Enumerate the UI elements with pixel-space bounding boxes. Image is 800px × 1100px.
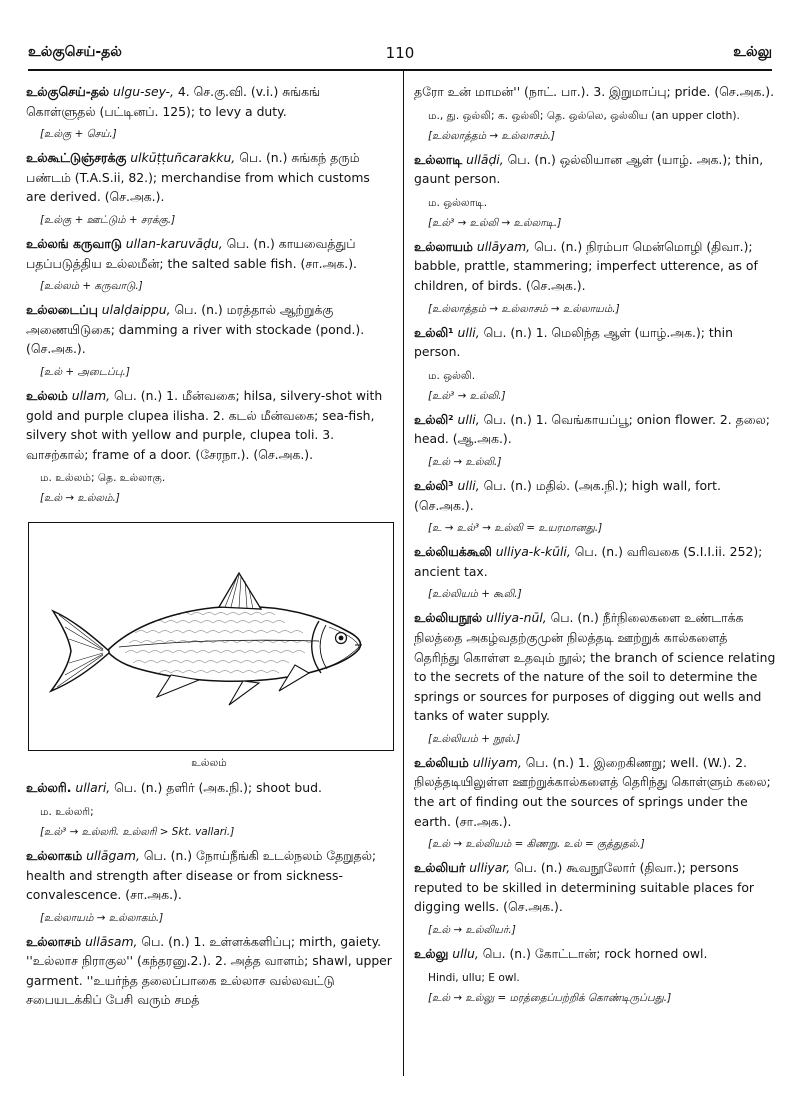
definition: பெ. (n.) வரிவகை (S.I.I.ii. 252); ancient tax.: [414, 544, 763, 579]
etymology-note: [உல்கு + செய்.]: [40, 128, 117, 141]
definition: பெ. (n.) 1. மீன்வகை; hilsa, silvery-shot with gold and purple clupea ilisha. 2. கடல் மீன்வகை; sea-fish, silvery shot with yellow and purple, clupea toli. 3. வாசற்கால்; frame of a door. (சேரநா.). (செ.அக.).: [26, 387, 383, 462]
headword: உல்லியக்கூலி: [414, 544, 492, 560]
etymology-note: [உல்லாயம் → உல்லாகம்.]: [40, 911, 164, 924]
etymology-note: [உல்லாத்தம் → உல்லாசம் → உல்லாயம்.]: [428, 302, 620, 315]
etymology-note: [உல்³ → உல்லி → உல்லாடி.]: [428, 216, 562, 229]
transliteration: ulliya-k-kūli,: [495, 544, 571, 560]
etymology-note: [உல்லியம் + கூலி.]: [428, 588, 522, 601]
dictionary-entry: [414, 858, 776, 917]
headword: உல்லாகம்: [26, 847, 83, 863]
transliteration: ullam,: [71, 387, 111, 403]
cognates: ம., து. ஒல்லி; க. ஒல்லி; தெ. ஒல்லெ, ஒல்லிய (an upper cloth).: [428, 109, 740, 122]
etymology-note: [உல் + அடைப்பு.]: [40, 365, 130, 378]
dictionary-entry: [414, 476, 776, 515]
cognates: Hindi, ullu; E owl.: [428, 971, 520, 984]
etymology-note: [உல்லாத்தம் → உல்லாசம்.]: [428, 129, 555, 142]
definition: பெ. (n.) நிரம்பா மென்மொழி (திவா.); babble, prattle, stammering; imperfect utterence, as of children, of birds. (செ.அக.).: [414, 238, 758, 293]
definition: பெ. (n.) கூவநூலோர் (திவா.); persons reputed to be skilled in determining suitable places for digging wells. (செ.அக.).: [414, 860, 755, 915]
dictionary-entry: [26, 778, 392, 798]
transliteration: ulliyar,: [469, 860, 511, 876]
transliteration: ulkūṭṭuñcarakku,: [130, 150, 236, 166]
left-entries-after: [26, 778, 392, 1010]
etymology-note: [உல்³ → உல்லி.]: [428, 389, 506, 402]
running-head-right: உல்லு: [733, 44, 772, 60]
definition: பெ. (n.) 1. மெலிந்த ஆள் (யாழ்.அக.); thin person.: [414, 324, 733, 360]
headword: உல்லியம்: [414, 754, 469, 770]
definition: பெ. (n.) 1. இறைகிணறு; well. (W.). 2. நிலத்தடியிலுள்ள ஊற்றுக்கால்களைத் தெரிந்து கொள்ளும் கலை; the art of finding out the sources of springs under the earth. (சா.அக.).: [414, 754, 771, 829]
dictionary-entry: [414, 323, 776, 362]
cognates: ம. உல்லரி;: [40, 805, 94, 818]
dictionary-entry: [414, 608, 776, 726]
transliteration: ulgu-sey-,: [113, 84, 174, 99]
dictionary-entry: [414, 944, 776, 964]
fish-illustration: [28, 522, 394, 751]
definition: பெ. (n.) சுங்கந் தரும் பண்டம் (T.A.S.ii, 82.); merchandise from which customs are derived. (செ.அக.).: [26, 150, 370, 205]
headword: உல்லி¹: [414, 324, 454, 340]
definition: பெ. (n.) மரத்தால் ஆற்றுக்கு அணையிடுகை; damming a river with stockade (pond.). (செ.அக.).: [26, 302, 365, 357]
definition: பெ. (n.) 1. வெங்காயப்பூ; onion flower. 2. தலை; head. (ஆ.அக.).: [414, 411, 770, 447]
page-header: [28, 44, 772, 68]
left-entries: [26, 82, 392, 506]
transliteration: ulalḍaippu,: [101, 302, 171, 318]
running-head-left: உல்குசெய்-தல்: [28, 44, 122, 60]
headword: உல்லாசம்: [26, 933, 82, 949]
transliteration: ullan-karuvāḍu,: [125, 235, 223, 251]
etymology-note: [உல் → உல்லியர்.]: [428, 924, 516, 937]
headword: உல்லி³: [414, 477, 454, 493]
etymology-note: [உல்கு + ஊட்டும் + சரக்கு.]: [40, 213, 176, 226]
fish-icon: [29, 523, 393, 750]
transliteration: ulliyam,: [472, 754, 522, 770]
dictionary-entry: [26, 846, 392, 905]
header-rule: [28, 69, 772, 71]
etymology-note: [உ → உல்³ → உல்லி = உயரமானது.]: [428, 522, 603, 535]
headword: உல்லம்: [26, 387, 68, 403]
right-entries: [414, 82, 776, 1006]
definition: பெ. (n.) நோய்நீங்கி உடல்நலம் தேறுதல்; health and strength after disease or from sickness- convalescence. (சா.அக.).: [26, 847, 377, 903]
etymology-note: [உல் → உல்லியம் = கிணறு. உல் = குத்துதல்.]: [428, 838, 645, 851]
transliteration: ullāyam,: [476, 238, 531, 254]
dictionary-entry: [414, 82, 776, 102]
transliteration: ulli,: [457, 324, 480, 340]
dictionary-entry: [26, 148, 392, 207]
headword: உல்லாடி: [414, 151, 463, 167]
transliteration: ullāgam,: [86, 847, 140, 863]
dictionary-entry: [26, 82, 392, 121]
headword: உல்குசெய்-தல்: [26, 84, 110, 99]
dictionary-entry: [26, 386, 392, 464]
etymology-note: [உல்³ → உல்லரி. உல்லரி > Skt. vallari.]: [40, 825, 235, 838]
etymology-note: [உல்லம் + கருவாடு.]: [40, 280, 143, 293]
dictionary-entry: [26, 234, 392, 273]
transliteration: ulli,: [457, 477, 480, 493]
dictionary-entry: [26, 300, 392, 359]
transliteration: ullāsam,: [85, 933, 138, 949]
transliteration: ulliya-nūl,: [486, 610, 547, 626]
dictionary-entry: [414, 150, 776, 189]
etymology-note: [உல் → உல்லி.]: [428, 455, 502, 468]
definition: பெ. (n.) 1. உள்ளக்களிப்பு; mirth, gaiety. ''உல்லாச நிராகுல'' (கந்தரனு.2.). 2. அத்த வாளம்; shawl, upper garment. ''உயர்ந்த தலைப்பாகை உல்லாச வல்லவட்டு சபையடக்கிப் பேசி வரும் சமத்: [26, 933, 392, 1008]
headword: உல்லியநூல்: [414, 610, 483, 626]
right-column: [414, 82, 776, 1012]
headword: உல்லி²: [414, 411, 454, 427]
etymology-note: [உல் → உல்லம்.]: [40, 492, 120, 505]
dictionary-entry: [414, 410, 776, 449]
cognates: ம. உல்லம்; தெ. உல்லாகு.: [40, 472, 166, 485]
definition: பெ. (n.) ஒல்லியான ஆள் (யாழ். அக.); thin, gaunt person.: [414, 151, 764, 187]
cognates: ம. ஒல்லி.: [428, 369, 476, 382]
dictionary-entry: [26, 932, 392, 1010]
dictionary-entry: [414, 753, 776, 831]
cognates: ம. ஒல்லாடி.: [428, 196, 488, 209]
definition: பெ. (n.) நீர்நிலைகளை உண்டாக்க நிலத்தை அகழ்வதற்குமுன் நிலத்தடி ஊற்றுக் கால்களைத் தெரிந்து கொள்ள உதவும் நூல்; the branch of science relating to the secrets of the nature of the soil to determine the springs or sources for purposes of digging out wells and tanks of water supply.: [414, 610, 776, 724]
headword: உல்லங் கருவாடு: [26, 235, 122, 251]
transliteration: ullāḍi,: [466, 151, 504, 167]
definition: 4. செ.கு.வி. (v.i.) சுங்கங் கொள்ளுதல் (பட்டினப். 125); to levy a duty.: [26, 84, 320, 119]
left-column: [26, 82, 392, 1016]
headword: உல்லரி.: [26, 780, 72, 796]
headword: உல்லியர்: [414, 860, 466, 876]
etymology-note: [உல்லியம் + நூல்.]: [428, 732, 521, 745]
transliteration: ullu,: [452, 946, 479, 962]
transliteration: ulli,: [457, 411, 480, 427]
headword: உல்கூட்டுஞ்சரக்கு: [26, 150, 127, 166]
definition: பெ. (n.) தளிர் (அக.நி.); shoot bud.: [114, 780, 322, 796]
dictionary-entry: [414, 237, 776, 296]
figure-caption: உல்லம்: [191, 757, 227, 770]
headword: உல்லடைப்பு: [26, 302, 98, 318]
definition: தரோ உன் மாமன்'' (நாட். பா.). 3. இறுமாப்பு; pride. (செ.அக.).: [414, 84, 775, 99]
definition: பெ. (n.) மதில். (அக.நி.); high wall, fort. (செ.அக.).: [414, 477, 721, 513]
dictionary-entry: [414, 542, 776, 581]
column-separator: [403, 71, 404, 1076]
headword: உல்லாயம்: [414, 238, 473, 254]
page-number: 110: [385, 44, 415, 62]
headword: உல்லு: [414, 946, 449, 962]
etymology-note: [உல் → உல்லு = மரத்தைப்பற்றிக் கொண்டிருப்பது.]: [428, 991, 672, 1004]
definition: பெ. (n.) காயவைத்துப் பதப்படுத்திய உல்லமீன்; the salted sable fish. (சா.அக.).: [26, 235, 357, 271]
transliteration: ullari,: [75, 780, 111, 796]
definition: பெ. (n.) கோட்டான்; rock horned owl.: [482, 946, 708, 962]
